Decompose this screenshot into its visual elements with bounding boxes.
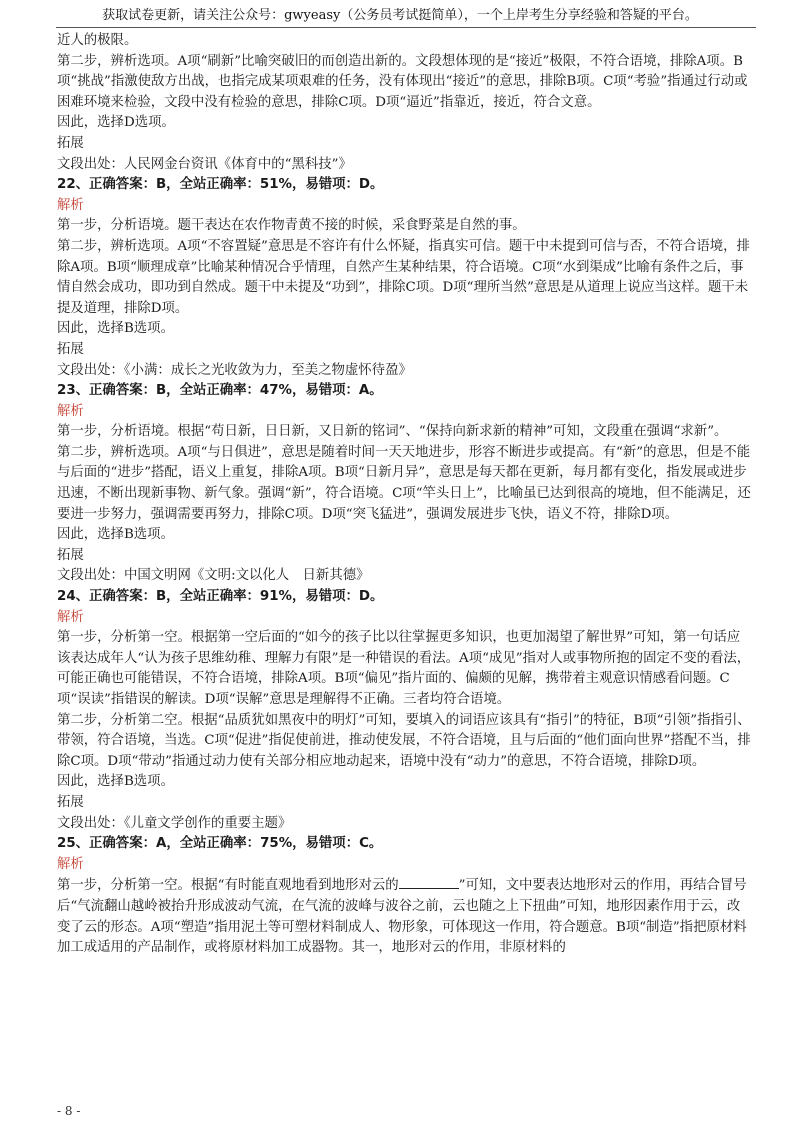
paragraph: 因此，选择B选项。 bbox=[57, 321, 174, 337]
text-run: 第一步，分析第一空。根据“有时能直观地看到地形对云的 bbox=[57, 878, 399, 894]
paragraph: 第一步，分析第一空。根据第一空后面的“如今的孩子比以往掌握更多知识，也更加渴望了解世界”可知，第一句话应该表达成年人“认为孩子思维幼稚、理解力有限”是一种错误的看法。A项“成见”指对人或事物所抱的固定不变的看法，可能正确也可能错误，不符合语境，排除A项。B项“偏见”指片面的、偏颇的见解，携带着主观意识情感看问题。C项“误读”指错误的解读。D项“误解”意思是理解得不正确。三者均符合语境。 bbox=[57, 630, 751, 707]
page-number: - 8 - bbox=[57, 1104, 81, 1118]
paragraph: 第二步，辨析选项。A项“不容置疑”意思是不容许有什么怀疑，指真实可信。题干中未提到可信与否，不符合语境，排除A项。B项“顺理成章”比喻某种情况合乎情理，自然产生某种结果，符合语境。C项“水到渠成”比喻有条件之后，事情自然会成功，即功到自然成。题干中未提及“功到”，排除C项。D项“理所当然”意思是从道理上说应当这样。题干未提及道理，排除D项。 bbox=[57, 238, 750, 316]
document-body bbox=[57, 31, 753, 959]
answer-line: 24、正确答案：B，全站正确率：91%，易错项：D。 bbox=[57, 589, 384, 605]
analysis-heading: 解析 bbox=[57, 403, 84, 419]
paragraph: 近人的极限。 bbox=[57, 33, 138, 48]
source-citation: 文段出处：《儿童文学创作的重要主题》 bbox=[57, 815, 292, 831]
page-header: 获取试卷更新，请关注公众号：gwyeasy（公务员考试挺简单），一个上岸考生分享经验和答疑的平台。 bbox=[102, 8, 698, 23]
paragraph: 第一步，分析语境。题干表达在农作物青黄不接的时候，采食野菜是自然的事。 bbox=[57, 218, 526, 234]
section-heading-extension: 拓展 bbox=[57, 794, 84, 810]
fill-blank bbox=[399, 875, 459, 889]
section-heading-extension: 拓展 bbox=[57, 341, 84, 357]
paragraph: 第二步，辨析选项。A项“与日俱进”，意思是随着时间一天天地进步，形容不断进步或提高。有“新”的意思，但是不能与后面的“进步”搭配，语义上重复，排除A项。B项“日新月异”，意思是每天都在更新，每月都有变化，指发展或进步迅速，不断出现新事物、新气象。强调“新”，符合语境。C项“竿头日上”，比喻虽已达到很高的境地，但不能满足，还要进一步努力，强调需要再努力，排除C项。D项“突飞猛进”，强调发展进步飞快，语义不符，排除D项。 bbox=[57, 444, 751, 522]
answer-line: 23、正确答案：B，全站正确率：47%，易错项：A。 bbox=[57, 383, 383, 399]
section-heading-extension: 拓展 bbox=[57, 547, 84, 563]
text-run: ”可知，文中要表达地形对云的作用，再结合冒号后“气流翻山越岭被抬升形成波动气流，在气流的波峰与波谷之前，云也随之上下扭曲”可知，地形因素作用于云，改变了云的形态。A项“塑造”指用泥土等可塑材料制成人、物形象，可体现这一作用，符合题意。B项“制造”指把原材料加工成适用的产品制作，或将原材料加工成器物。其一，地形对云的作用，非原材料的 bbox=[57, 878, 747, 956]
answer-line: 25、正确答案：A，全站正确率：75%，易错项：C。 bbox=[57, 836, 383, 852]
source-citation: 文段出处：人民网金台资讯《体育中的“黑科技”》 bbox=[57, 156, 352, 172]
paragraph: 因此，选择B选项。 bbox=[57, 774, 174, 790]
paragraph: 第二步，辨析选项。A项“刷新”比喻突破旧的而创造出新的。文段想体现的是“接近”极限，不符合语境，排除A项。B项“挑战”指激使敌方出战，也指完成某项艰难的任务，没有体现出“接近”的意思，排除B项。C项“考验”指通过行动或困难环境来检验，文段中没有检验的意思，排除C项。D项“逼近”指靠近，接近，符合文意。 bbox=[57, 53, 748, 110]
paragraph: 因此，选择D选项。 bbox=[57, 115, 175, 131]
source-citation: 文段出处：《小满：成长之光收敛为力，至美之物虚怀待盈》 bbox=[57, 362, 412, 378]
paragraph bbox=[57, 875, 753, 958]
analysis-heading: 解析 bbox=[57, 609, 84, 625]
source-citation: 文段出处：中国文明网《文明:文以化人 日新其德》 bbox=[57, 568, 370, 584]
paragraph: 第二步，分析第二空。根据“品质犹如黑夜中的明灯”可知，要填入的词语应该具有“指引”的特征，B项“引领”指指引、带领，符合语境，当选。C项“促进”指促使前进，推动使发展，不符合语境，且与后面的“他们面向世界”搭配不当，排除C项。D项“带动”指通过动力使有关部分相应地动起来，语境中没有“动力”的意思，不符合语境，排除D项。 bbox=[57, 712, 751, 769]
paragraph: 因此，选择B选项。 bbox=[57, 527, 174, 543]
paragraph: 第一步，分析语境。根据“苟日新，日日新，又日新的铭词”、“保持向新求新的精神”可知，文段重在强调“求新”。 bbox=[57, 424, 728, 440]
analysis-heading: 解析 bbox=[57, 197, 84, 213]
answer-line: 22、正确答案：B，全站正确率：51%，易错项：D。 bbox=[57, 177, 384, 193]
header-divider bbox=[56, 27, 756, 28]
analysis-heading: 解析 bbox=[57, 856, 84, 872]
section-heading-extension: 拓展 bbox=[57, 135, 84, 151]
